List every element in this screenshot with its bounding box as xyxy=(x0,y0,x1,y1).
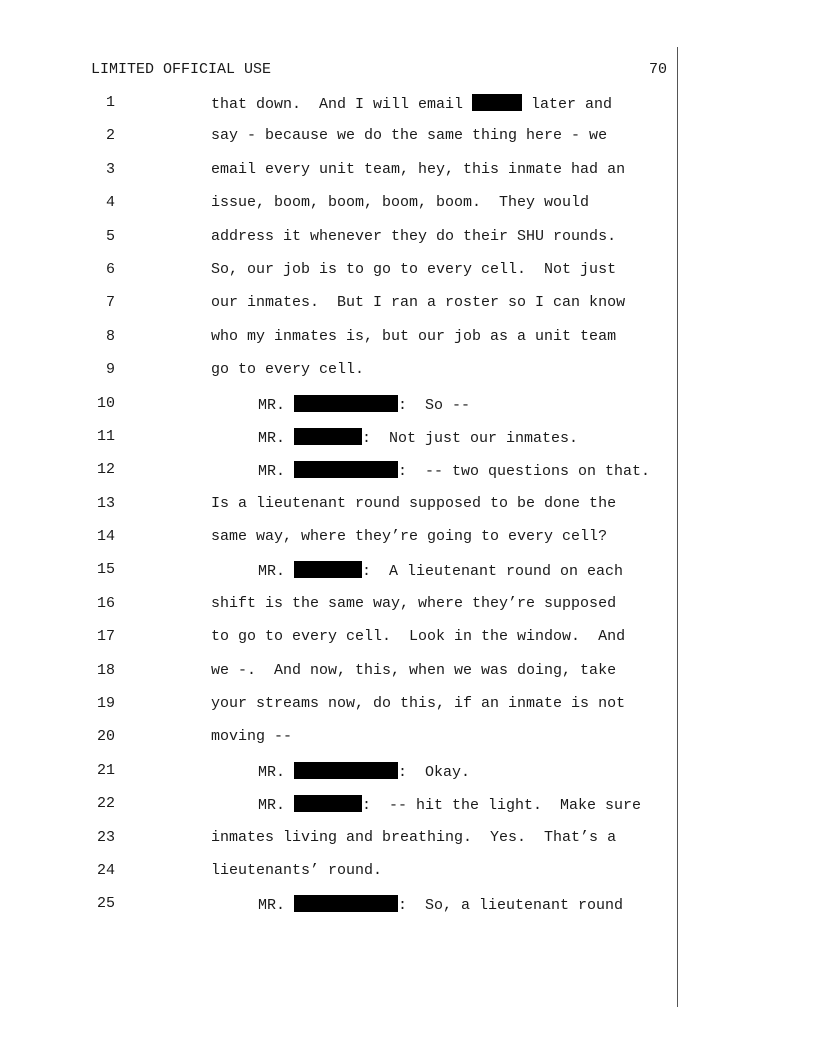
line-number: 23 xyxy=(96,828,115,846)
line-number: 7 xyxy=(105,294,115,312)
line-text xyxy=(211,829,616,847)
line-text-segment: go to every cell. xyxy=(211,361,365,379)
line-text-segment: : -- hit the light. Make sure xyxy=(362,797,642,815)
line-text xyxy=(211,728,292,746)
redaction-block xyxy=(294,428,362,445)
line-number: 15 xyxy=(96,561,115,579)
classification-header: LIMITED OFFICIAL USE xyxy=(91,61,272,78)
line-text-segment: your streams now, do this, if an inmate is not xyxy=(211,695,626,713)
line-number: 3 xyxy=(105,160,115,178)
line-text xyxy=(211,662,616,680)
line-text-segment: we -. And now, this, when we was doing, take xyxy=(211,661,617,679)
line-text-segment: MR. xyxy=(258,429,295,447)
line-number: 17 xyxy=(96,628,115,646)
line-text-segment: Is a lieutenant round supposed to be done the xyxy=(211,494,617,512)
line-text xyxy=(211,361,364,379)
line-text xyxy=(211,161,625,179)
line-text-segment: MR. xyxy=(258,563,295,581)
line-text xyxy=(211,294,625,312)
line-text-segment: MR. xyxy=(258,396,295,414)
line-text xyxy=(258,461,650,481)
transcript-line xyxy=(0,228,677,261)
line-number: 24 xyxy=(96,861,115,879)
line-text-segment: who my inmates is, but our job as a unit team xyxy=(211,327,617,345)
line-text-segment: our inmates. But I ran a roster so I can know xyxy=(211,294,626,312)
line-text xyxy=(258,561,623,581)
line-text xyxy=(211,528,607,546)
line-number: 20 xyxy=(96,728,115,746)
line-text-segment: So, our job is to go to every cell. Not just xyxy=(211,260,617,278)
redaction-block xyxy=(294,395,398,412)
line-text xyxy=(211,94,612,114)
line-text-segment: : Okay. xyxy=(398,763,471,781)
line-number: 19 xyxy=(96,695,115,713)
transcript-line xyxy=(0,561,677,594)
transcript-line xyxy=(0,628,677,661)
line-text-segment: issue, boom, boom, boom, boom. They would xyxy=(211,194,590,212)
redaction-block xyxy=(294,762,398,779)
transcript-body xyxy=(0,94,677,929)
line-text-segment: : A lieutenant round on each xyxy=(362,563,624,581)
line-text-segment: moving -- xyxy=(211,728,293,746)
line-number: 8 xyxy=(105,327,115,345)
line-number: 18 xyxy=(96,661,115,679)
line-text-segment: same way, where they’re going to every cell? xyxy=(211,528,608,546)
transcript-line xyxy=(0,161,677,194)
line-text xyxy=(211,495,616,513)
line-text-segment: : Not just our inmates. xyxy=(362,429,579,447)
line-text-segment: MR. xyxy=(258,763,295,781)
line-text-segment: to go to every cell. Look in the window. And xyxy=(211,628,626,646)
right-margin-rule xyxy=(677,47,678,1007)
transcript-line xyxy=(0,94,677,127)
line-number: 1 xyxy=(105,94,115,111)
transcript-line xyxy=(0,728,677,761)
line-number: 22 xyxy=(96,795,115,813)
page-number: 70 xyxy=(648,61,667,78)
line-text xyxy=(258,895,623,915)
transcript-line xyxy=(0,361,677,394)
line-text xyxy=(258,795,641,815)
transcript-line xyxy=(0,762,677,795)
transcript-line xyxy=(0,194,677,227)
transcript-line xyxy=(0,328,677,361)
line-text xyxy=(258,428,578,448)
line-text-segment: : -- two questions on that. xyxy=(398,463,651,481)
redaction-block xyxy=(294,895,398,912)
line-text-segment: that down. And I will email xyxy=(211,96,473,113)
line-number: 4 xyxy=(105,194,115,212)
line-text-segment: lieutenants’ round. xyxy=(211,861,383,879)
line-text-segment: MR. xyxy=(258,463,295,481)
redaction-block xyxy=(294,795,362,812)
line-text xyxy=(211,194,589,212)
line-text-segment: address it whenever they do their SHU rounds. xyxy=(211,227,617,245)
line-text xyxy=(211,261,616,279)
line-text-segment: MR. xyxy=(258,897,295,915)
transcript-line xyxy=(0,862,677,895)
transcript-line xyxy=(0,829,677,862)
line-text xyxy=(258,762,470,782)
transcript-line xyxy=(0,528,677,561)
line-number: 2 xyxy=(105,127,115,145)
line-text xyxy=(211,862,382,880)
line-text-segment: say - because we do the same thing here - we xyxy=(211,127,608,145)
line-number: 9 xyxy=(105,361,115,379)
line-text-segment: email every unit team, hey, this inmate had an xyxy=(211,160,626,178)
transcript-line xyxy=(0,662,677,695)
line-number: 12 xyxy=(96,461,115,479)
line-text xyxy=(211,628,625,646)
line-text-segment: : So, a lieutenant round xyxy=(398,897,624,915)
line-text-segment: MR. xyxy=(258,797,295,815)
transcript-line xyxy=(0,294,677,327)
line-text xyxy=(211,595,616,613)
transcript-line xyxy=(0,695,677,728)
line-text-segment: inmates living and breathing. Yes. That’s a xyxy=(211,828,617,846)
line-number: 10 xyxy=(96,394,115,412)
line-number: 11 xyxy=(96,427,115,445)
line-number: 5 xyxy=(105,227,115,245)
line-text xyxy=(211,695,625,713)
transcript-line xyxy=(0,127,677,160)
transcript-line xyxy=(0,795,677,828)
transcript-line xyxy=(0,395,677,428)
line-number: 21 xyxy=(96,761,115,779)
line-text xyxy=(211,328,616,346)
transcript-line xyxy=(0,495,677,528)
transcript-line xyxy=(0,895,677,928)
redaction-block xyxy=(294,561,362,578)
line-text-segment: : So -- xyxy=(398,396,471,414)
redaction-block xyxy=(472,94,522,111)
line-number: 6 xyxy=(105,260,115,278)
line-number: 14 xyxy=(96,528,115,546)
transcript-line xyxy=(0,428,677,461)
line-number: 16 xyxy=(96,594,115,612)
redaction-block xyxy=(294,461,398,478)
line-text xyxy=(211,127,607,145)
line-text xyxy=(211,228,616,246)
transcript-line xyxy=(0,261,677,294)
line-text xyxy=(258,395,470,415)
line-text-segment: later and xyxy=(522,96,613,113)
line-text-segment: shift is the same way, where they’re supposed xyxy=(211,594,617,612)
transcript-line xyxy=(0,461,677,494)
line-number: 13 xyxy=(96,494,115,512)
line-number: 25 xyxy=(96,895,115,913)
transcript-line xyxy=(0,595,677,628)
